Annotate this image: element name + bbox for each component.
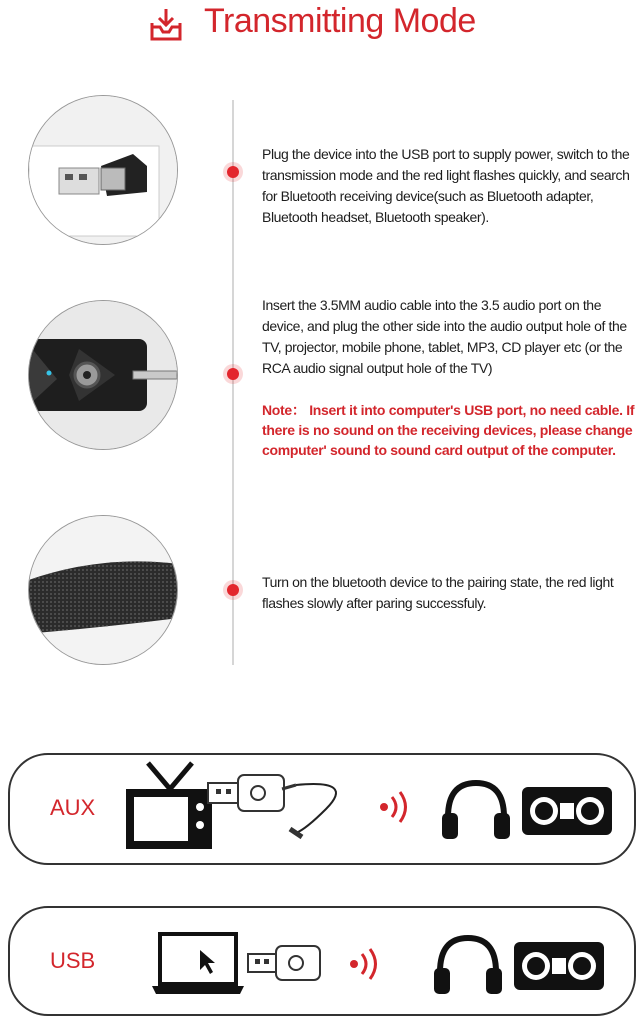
speaker-icon [520, 785, 614, 837]
speaker-icon [512, 940, 606, 992]
step-1-text: Plug the device into the USB port to supply power, switch to the transmission mode and the red light flashes quickly, and search for Bluetooth receiving device(such as Bluetooth adapter, Bluetooth headset, Bluetooth speaker). [262, 146, 630, 225]
usb-plug-image [28, 95, 178, 245]
usb-mode-box [8, 906, 636, 1016]
audio-jack-image [28, 300, 178, 450]
aux-label: AUX [50, 795, 96, 820]
headphones-icon [432, 932, 504, 998]
signal-icon [346, 944, 386, 984]
download-icon [146, 5, 186, 45]
timeline-dot [227, 584, 239, 596]
page-title: Transmitting Mode [204, 2, 476, 40]
aux-mode-box [8, 753, 636, 865]
tv-icon [120, 759, 220, 857]
timeline-dot [227, 368, 239, 380]
step-2-note: Note： Insert it into computer's USB port, no need cable. If there is no sound on the receiving devices, please change computer' sound to sound card output of the computer. [262, 402, 635, 458]
timeline-line [232, 100, 234, 665]
laptop-icon [150, 930, 246, 1000]
usb-label: USB [50, 948, 96, 973]
bluetooth-speaker-image [28, 515, 178, 665]
usb-dongle-icon [246, 942, 326, 986]
step-3-text: Turn on the bluetooth device to the pairing state, the red light flashes slowly after paring successfuly. [262, 574, 614, 611]
headphones-icon [440, 777, 512, 843]
timeline-dot [227, 166, 239, 178]
step-2-text: Insert the 3.5MM audio cable into the 3.5 audio port on the device, and plug the other side into the audio output hole of the TV, projector, mobile phone, tablet, MP3, CD player etc (or the RCA audio signal output hole of the TV) [262, 297, 627, 376]
signal-icon [376, 787, 416, 827]
usb-adapter-icon [206, 769, 356, 847]
